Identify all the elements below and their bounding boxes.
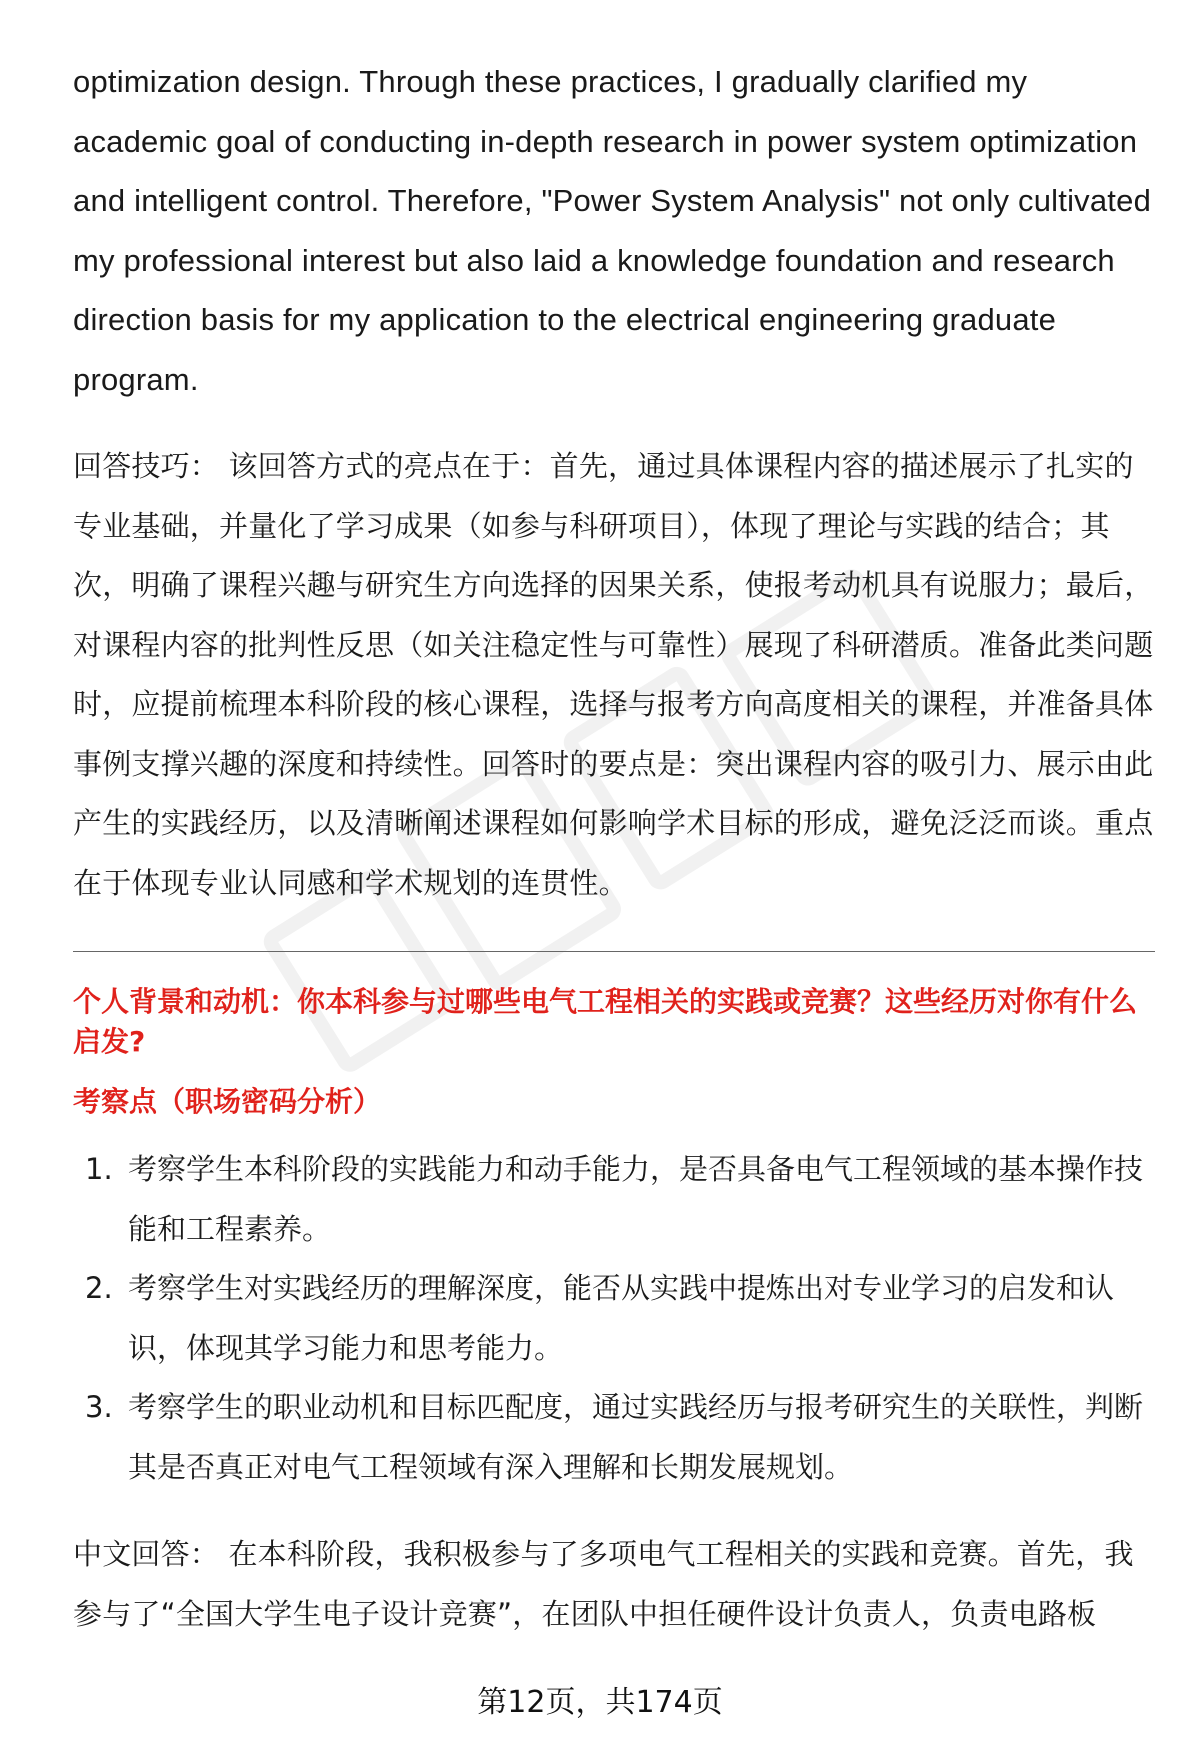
list-item-text: 考察学生的职业动机和目标匹配度，通过实践经历与报考研究生的关联性，判断其是否真正对电气工程领域有深入理解和长期发展规划。 [128,1390,1144,1484]
list-item-number: 2. [85,1271,113,1305]
analysis-points-list [73,1140,1155,1497]
answer-text: 在本科阶段，我积极参与了多项电气工程相关的实践和竞赛。首先，我参与了“全国大学生电子设计竞赛”，在团队中担任硬件设计负责人，负责电路板 [73,1537,1134,1631]
list-item [73,1259,1155,1378]
list-item-number: 1. [85,1152,113,1186]
list-item [73,1378,1155,1497]
list-item-text: 考察学生本科阶段的实践能力和动手能力，是否具备电气工程领域的基本操作技能和工程素养。 [128,1152,1144,1246]
list-item-text: 考察学生对实践经历的理解深度，能否从实践中提炼出对专业学习的启发和认识，体现其学习能力和思考能力。 [128,1271,1115,1365]
tips-text: 该回答方式的亮点在于：首先，通过具体课程内容的描述展示了扎实的专业基础，并量化了学习成果（如参与科研项目），体现了理论与实践的结合；其次，明确了课程兴趣与研究生方向选择的因果关系，使报考动机具有说服力；最后，对课程内容的批判性反思（如关注稳定性与可靠性）展现了科研潜质。准备此类问题时，应提前梳理本科阶段的核心课程，选择与报考方向高度相关的课程，并准备具体事例支撑兴趣的深度和持续性。回答时的要点是：突出课程内容的吸引力、展示由此产生的实践经历，以及清晰阐述课程如何影响学术目标的形成，避免泛泛而谈。重点在于体现专业认同感和学术规划的连贯性。 [73,449,1154,900]
section-divider [73,951,1155,952]
list-item [73,1140,1155,1259]
analysis-title: 考察点（职场密码分析） [73,1085,382,1118]
document-page [73,52,1155,1644]
intro-paragraph: optimization design. Through these practices, I gradually clarified my academic goal of conducting in-depth research in power system optimization and intelligent control. Therefore, "Power System Analysis" not only cultivated my professional interest but also laid a knowledge foundation and research direction basis for my application to the electrical engineering graduate program. [73,64,1152,397]
question-heading: 个人背景和动机：你本科参与过哪些电气工程相关的实践或竞赛？这些经历对你有什么启发? [73,985,1138,1058]
tips-paragraph [73,437,1155,913]
tips-label: 回答技巧： [73,449,220,483]
list-item-number: 3. [85,1390,113,1424]
answer-label: 中文回答： [73,1537,220,1571]
page-footer: 第12页，共174页 [477,1685,723,1720]
answer-paragraph [73,1525,1155,1644]
